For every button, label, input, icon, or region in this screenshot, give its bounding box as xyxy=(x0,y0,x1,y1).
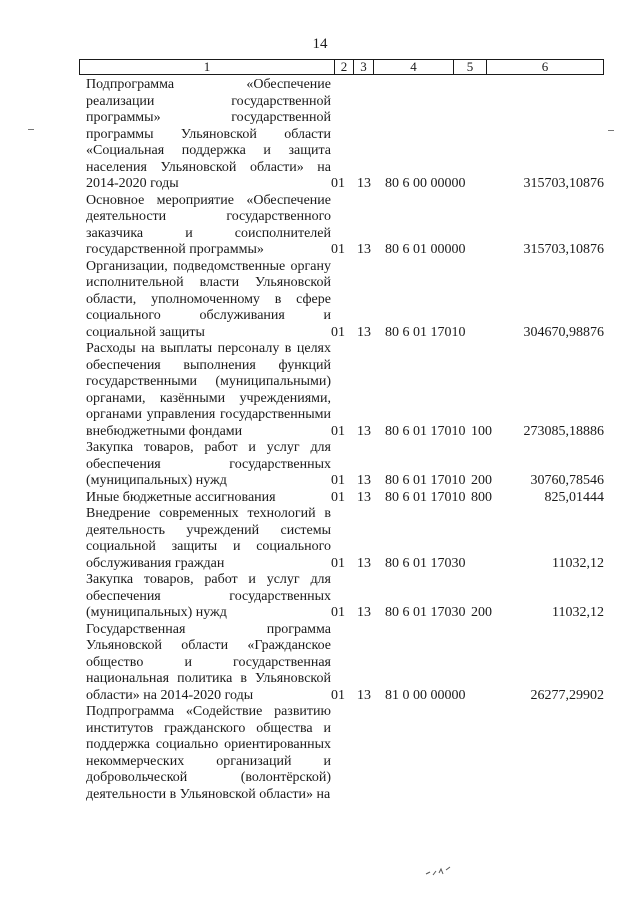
table-row xyxy=(86,341,606,440)
header-col-6: 6 xyxy=(541,59,549,74)
row-section: 13 xyxy=(357,473,371,488)
table-row xyxy=(86,259,606,342)
row-sum: 825,01444 xyxy=(544,489,604,505)
row-name: Организации, подведомственные органу исполнительной власти Ульяновской области, уполномоченному в сфере социального обслуживания и социальной защиты xyxy=(86,258,331,340)
row-expense-type: 800 xyxy=(471,489,492,505)
header-col-1: 1 xyxy=(80,60,335,74)
row-name: Внедрение современных технологий в деятельность учреждений системы социальной защиты и социального обслуживания граждан xyxy=(86,506,331,571)
row-target-article: 80 6 01 17030 xyxy=(385,605,466,620)
row-target-article: 80 6 01 00000 xyxy=(385,242,466,257)
row-target-article: 80 6 01 17010 xyxy=(385,489,466,505)
scan-mark xyxy=(28,129,34,130)
row-code: 01 xyxy=(331,555,345,571)
row-code: 01 xyxy=(331,176,345,191)
row-name: Иные бюджетные ассигнования xyxy=(86,489,276,505)
row-sum: 315703,10876 xyxy=(523,242,604,257)
header-col-4: 4 xyxy=(374,60,454,74)
header-col-2: 2 xyxy=(335,60,354,74)
row-sum: 273085,18886 xyxy=(523,423,604,439)
row-name: Закупка товаров, работ и услуг для обеспечения государственных (муниципальных) нужд xyxy=(86,440,331,488)
table-row xyxy=(86,704,606,803)
row-target-article: 80 6 01 17010 xyxy=(385,324,466,340)
row-expense-type: 200 xyxy=(471,473,492,488)
table-row xyxy=(86,440,606,490)
row-target-article: 80 6 01 17010 xyxy=(385,473,466,488)
table-row xyxy=(86,77,606,193)
row-section: 13 xyxy=(357,423,371,439)
table-row xyxy=(86,622,606,705)
row-sum: 11032,12 xyxy=(552,555,604,571)
row-section: 13 xyxy=(357,555,371,571)
table-header-row xyxy=(79,59,604,75)
row-section: 13 xyxy=(357,489,371,505)
row-section: 13 xyxy=(357,605,371,620)
row-name: Подпрограмма «Обеспечение реализации государственной программы» государственной программы Ульяновской области «Социальная поддержка и защита населения Ульяновской области» на 2014-2020 годы xyxy=(86,77,331,191)
page-number: 14 xyxy=(312,36,328,52)
row-name: Расходы на выплаты персоналу в целях обеспечения выполнения функций государственными (муниципальными) органами, казёнными учреждениями, органами управления государственными внебюджетными фондами xyxy=(86,341,331,439)
row-section: 13 xyxy=(357,242,371,257)
row-sum: 30760,78546 xyxy=(530,473,604,488)
header-col-3: 3 xyxy=(354,60,374,74)
row-code: 01 xyxy=(331,242,345,257)
row-expense-type: 100 xyxy=(471,423,492,439)
row-section: 13 xyxy=(357,176,371,191)
row-sum: 26277,29902 xyxy=(530,687,604,703)
row-name: Основное мероприятие «Обеспечение деятельности государственного заказчика и соисполнителей государственной программы» xyxy=(86,192,331,257)
header-col-5: 5 xyxy=(454,60,487,74)
row-code: 01 xyxy=(331,605,345,620)
row-target-article: 80 6 00 00000 xyxy=(385,176,466,191)
row-sum: 304670,98876 xyxy=(523,324,604,340)
scan-mark xyxy=(608,130,614,131)
row-name: Государственная программа Ульяновской области «Гражданское общество и государственная национальная политика в Ульяновской области» на 2014-2020 годы xyxy=(86,621,331,703)
table-row xyxy=(86,506,606,572)
row-target-article: 80 6 01 17030 xyxy=(385,555,466,571)
row-name: Подпрограмма «Содействие развитию институтов гражданского общества и поддержка социально ориентированных некоммерческих организаций и добровольческой (волонтёрской) деятельности в Ульяновской области» на xyxy=(86,704,331,802)
table-row xyxy=(86,193,606,259)
row-section: 13 xyxy=(357,324,371,340)
row-code: 01 xyxy=(331,324,345,340)
row-code: 01 xyxy=(331,473,345,488)
row-expense-type: 200 xyxy=(471,605,492,620)
table-row xyxy=(86,572,606,622)
row-name: Закупка товаров, работ и услуг для обеспечения государственных (муниципальных) нужд xyxy=(86,572,331,620)
scribble-mark xyxy=(424,864,454,878)
row-sum: 11032,12 xyxy=(552,605,604,620)
table-row xyxy=(86,490,606,507)
row-code: 01 xyxy=(331,687,345,703)
row-target-article: 81 0 00 00000 xyxy=(385,687,466,703)
row-section: 13 xyxy=(357,687,371,703)
table-body xyxy=(86,77,606,803)
row-target-article: 80 6 01 17010 xyxy=(385,423,466,439)
row-sum: 315703,10876 xyxy=(523,176,604,191)
row-code: 01 xyxy=(331,489,345,505)
row-code: 01 xyxy=(331,423,345,439)
